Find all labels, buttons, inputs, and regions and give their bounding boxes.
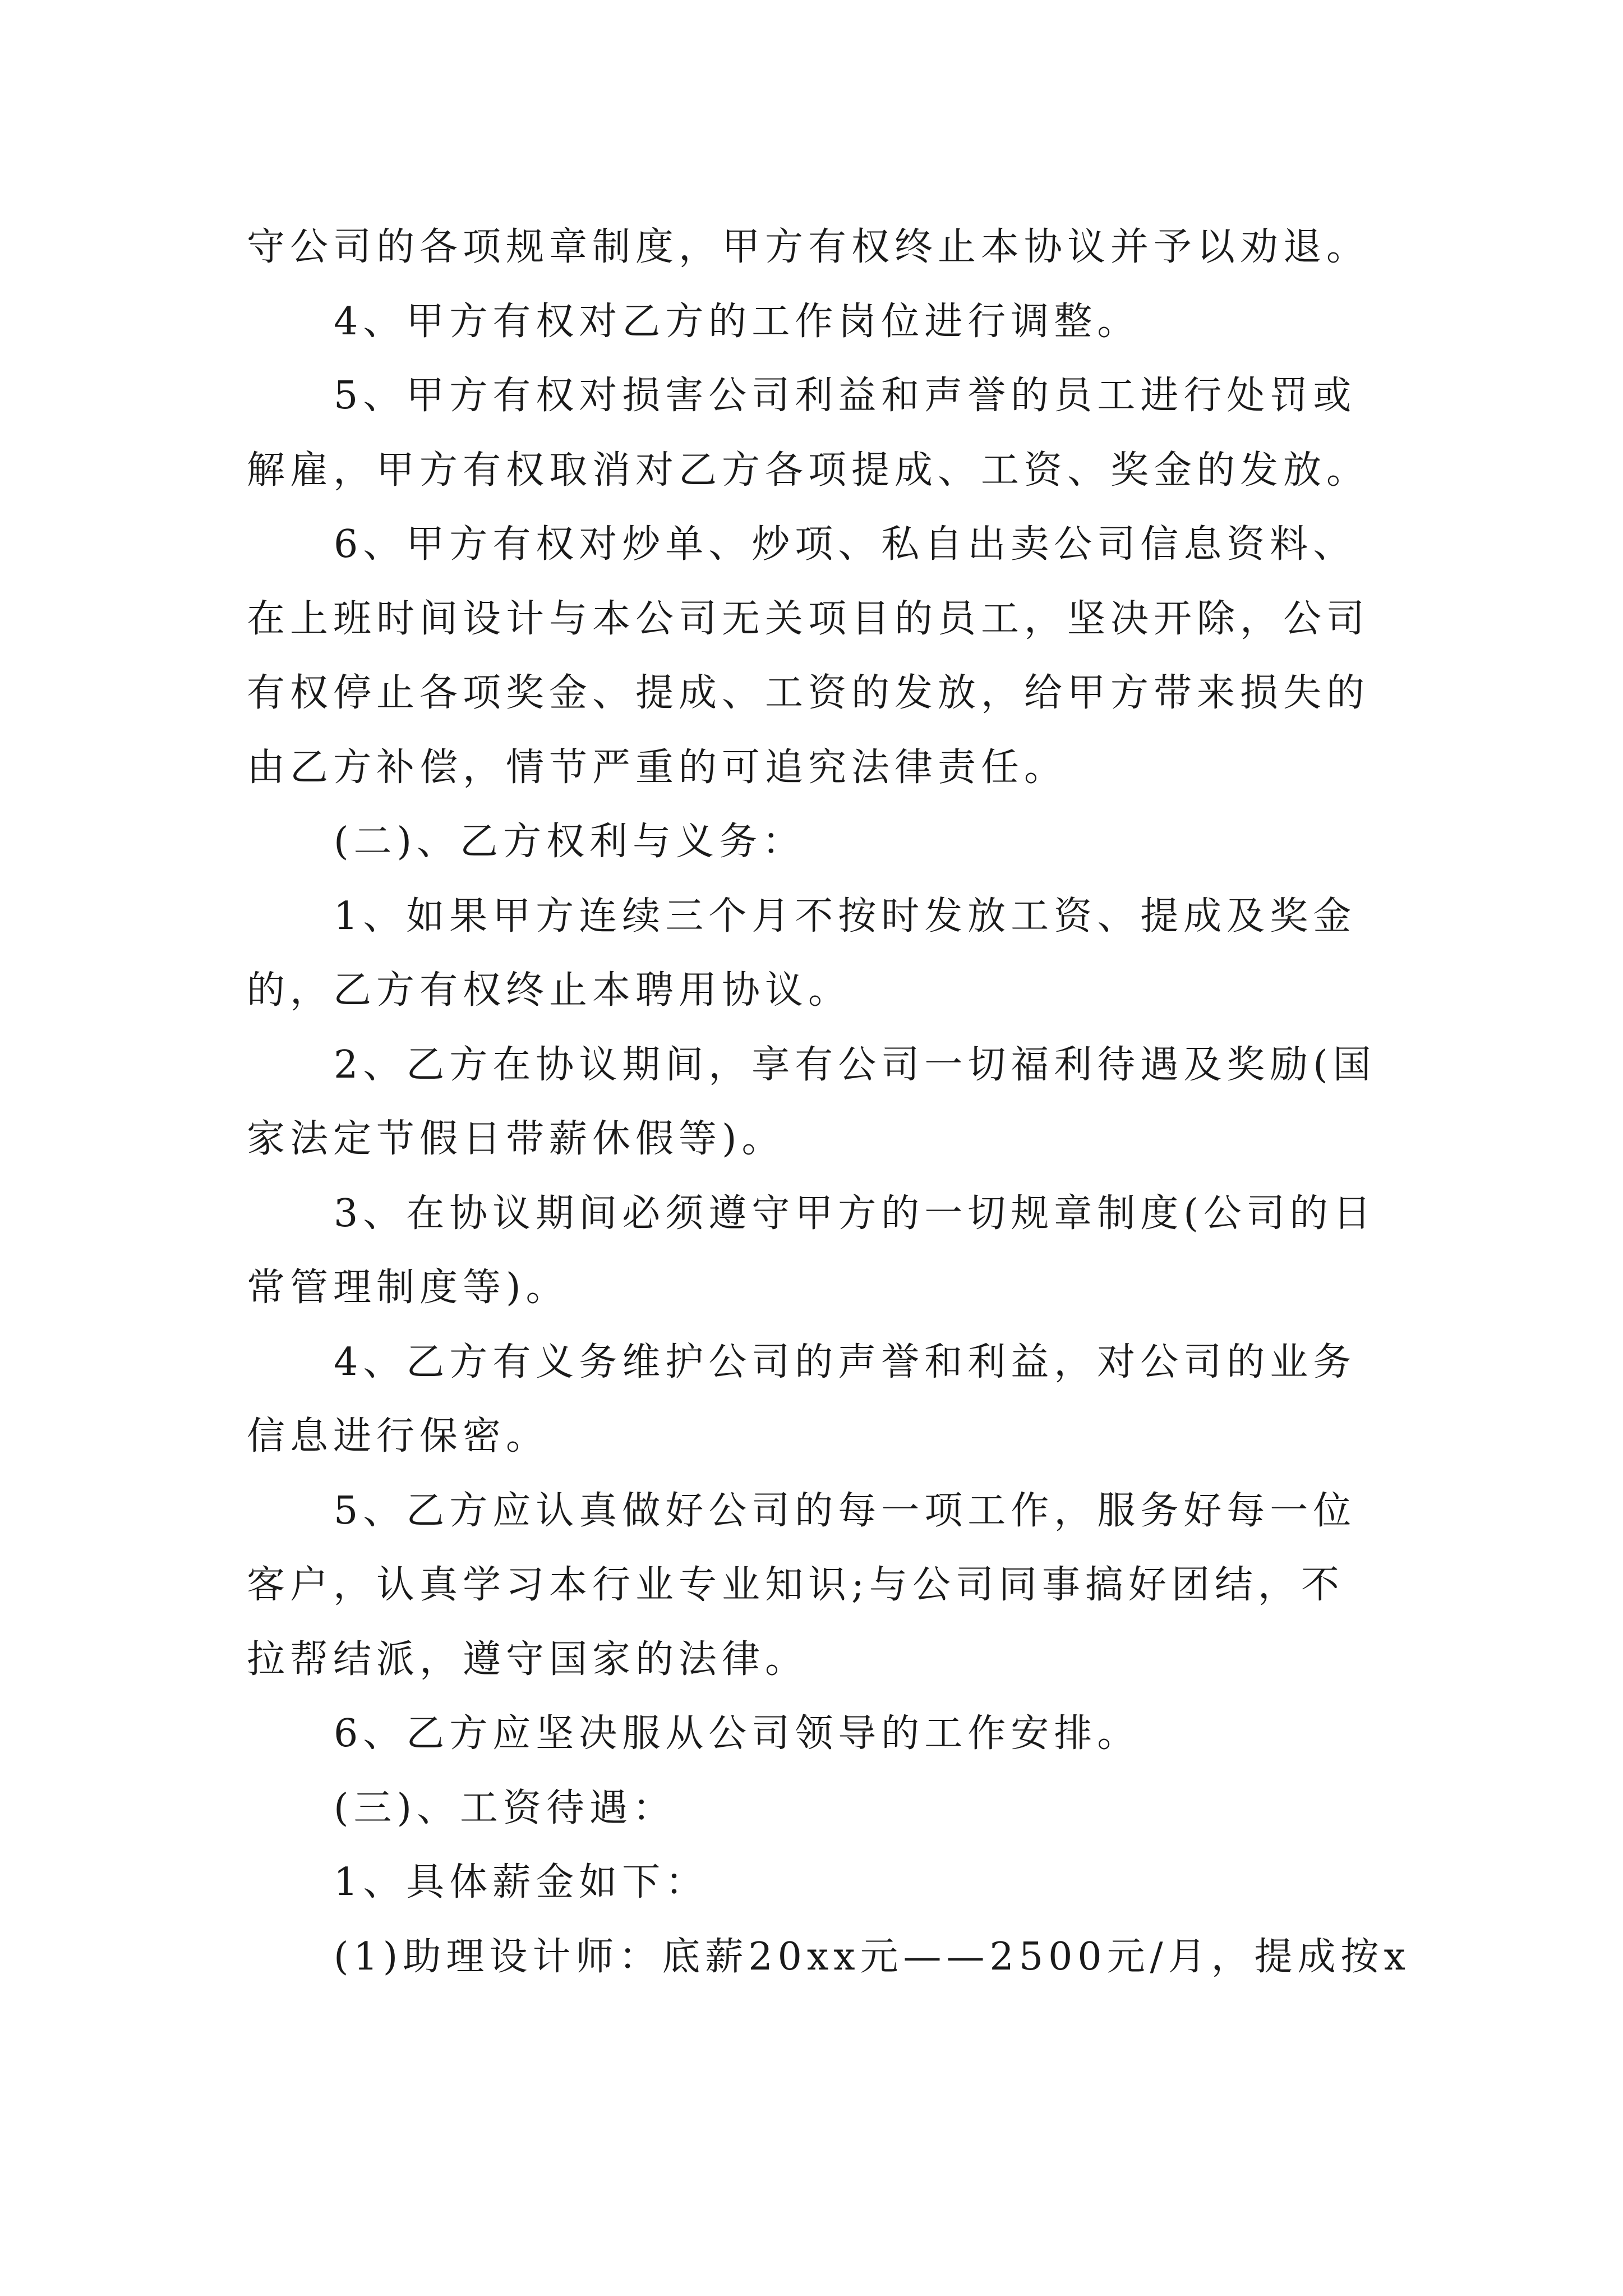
text-line: 1、如果甲方连续三个月不按时发放工资、提成及奖金	[334, 894, 1357, 938]
text-line: 4、乙方有义务维护公司的声誉和利益，对公司的业务	[334, 1340, 1357, 1384]
text-line: 在上班时间设计与本公司无关项目的员工，坚决开除，公司	[247, 596, 1370, 641]
document-body	[247, 210, 1413, 1994]
section-heading: (二)、乙方权利与义务：	[334, 820, 806, 864]
text-line: 解雇，甲方有权取消对乙方各项提成、工资、奖金的发放。	[247, 448, 1370, 493]
text-line: 5、甲方有权对损害公司利益和声誉的员工进行处罚或	[334, 374, 1357, 418]
text-line: 家法定节假日带薪休假等)。	[247, 1117, 785, 1161]
section-heading: (三)、工资待遇：	[334, 1786, 676, 1830]
text-line: 由乙方补偿，情节严重的可追究法律责任。	[247, 745, 1068, 790]
text-line: 3、在协议期间必须遵守甲方的一切规章制度(公司的日	[334, 1191, 1376, 1236]
text-line: 6、甲方有权对炒单、炒项、私自出卖公司信息资料、	[334, 522, 1357, 567]
text-line: 2、乙方在协议期间，享有公司一切福利待遇及奖励(国	[334, 1042, 1376, 1087]
text-line: 守公司的各项规章制度，甲方有权终止本协议并予以劝退。	[247, 225, 1370, 269]
text-line: 1、具体薪金如下：	[334, 1860, 709, 1904]
text-line: 4、甲方有权对乙方的工作岗位进行调整。	[334, 299, 1141, 344]
text-line: 信息进行保密。	[247, 1414, 550, 1458]
text-line: 常管理制度等)。	[247, 1266, 569, 1310]
text-line: 客户，认真学习本行业专业知识;与公司同事搞好团结，不	[247, 1563, 1344, 1607]
text-line: 拉帮结派，遵守国家的法律。	[247, 1637, 809, 1682]
text-line: 有权停止各项奖金、提成、工资的发放，给甲方带来损失的	[247, 671, 1370, 715]
text-line: 5、乙方应认真做好公司的每一项工作，服务好每一位	[334, 1488, 1357, 1533]
text-line: 6、乙方应坚决服从公司领导的工作安排。	[334, 1711, 1141, 1756]
text-line: (1)助理设计师：底薪20xx元——2500元/月，提成按x	[334, 1934, 1410, 1979]
text-line: 的，乙方有权终止本聘用协议。	[247, 968, 852, 1013]
